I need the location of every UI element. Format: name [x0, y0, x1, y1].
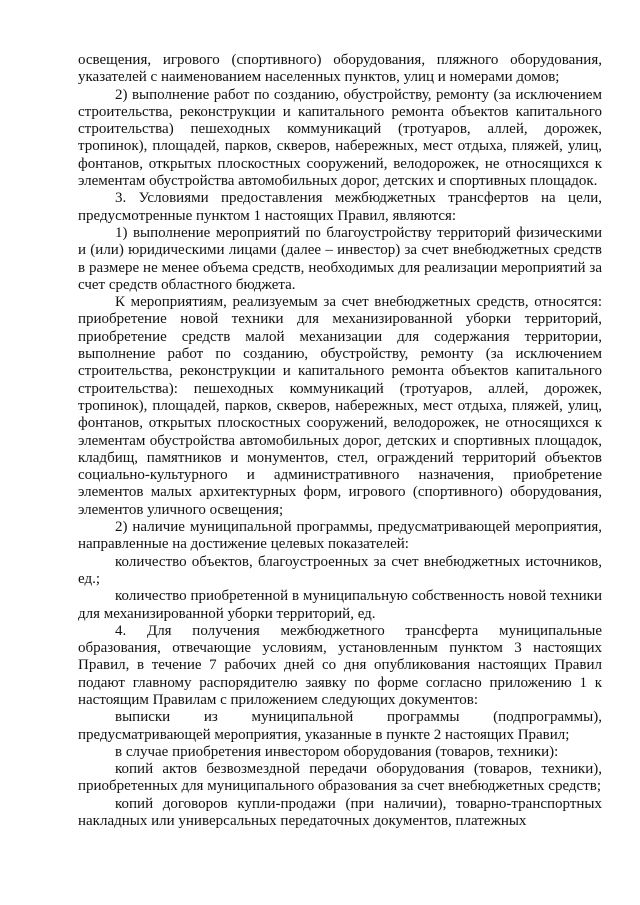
- paragraph-section-4-application: 4. Для получения межбюджетного трансферта муниципальные образования, отвечающие условиям, установленным пунктом 3 настоящих Правил, в течение 7 рабочих дней со дня опубликования настоящих Правил подают главному распорядителю заявку по форме согласно приложению 1 к настоящим Правилам с приложением следующих документов:: [78, 622, 602, 708]
- paragraph-condition-1-investor: 1) выполнение мероприятий по благоустройству территорий физическими и (или) юридическими лицами (далее – инвестор) за счет внебюджетных средств в размере не менее объема средств, необходимых для реализации мероприятий за счет средств областного бюджета.: [78, 224, 602, 293]
- paragraph-condition-2-program: 2) наличие муниципальной программы, предусматривающей мероприятия, направленные на достижение целевых показателей:: [78, 519, 602, 553]
- paragraph-document-sale-contracts: копий договоров купли-продажи (при наличии), товарно-транспортных накладных или универсальных передаточных документов, платежных: [78, 795, 602, 830]
- paragraph-document-program-extract: выписки из муниципальной программы (подпрограммы), предусматривающей мероприятия, указанные в пункте 2 настоящих Правил;: [78, 709, 602, 743]
- paragraph-indicator-equipment: количество приобретенной в муниципальную собственность новой техники для механизированной уборки территорий, ед.: [78, 588, 602, 622]
- paragraph-section-3-conditions: 3. Условиями предоставления межбюджетных трансфертов на цели, предусмотренные пунктом 1 настоящих Правил, являются:: [78, 190, 602, 224]
- paragraph-indicator-objects: количество объектов, благоустроенных за счет внебюджетных источников, ед.;: [78, 553, 602, 587]
- paragraph-item-2-works: 2) выполнение работ по созданию, обустройству, ремонту (за исключением строительства, реконструкции и капитального ремонта объектов капитального строительства) пешеходных коммуникаций (тротуаров, аллей, дорожек, тропинок), площадей, парков, скверов, набережных, мест отдыха, пляжей, улиц, фонтанов, открытых плоскостных сооружений, велодорожек, не относящихся к элементам обустройства автомобильных дорог, детских и спортивных площадок.: [78, 86, 602, 190]
- paragraph-document-investor-case: в случае приобретения инвестором оборудования (товаров, техники):: [115, 743, 559, 760]
- paragraph-lighting-equipment: освещения, игрового (спортивного) оборудования, пляжного оборудования, указателей с наименованием населенных пунктов, улиц и номерами домов;: [78, 52, 602, 86]
- paragraph-document-transfer-acts: копий актов безвозмездной передачи оборудования (товаров, техники), приобретенных для муниципального образования за счет внебюджетных средств;: [78, 761, 602, 795]
- paragraph-extrabudgetary-measures: К мероприятиям, реализуемым за счет внебюджетных средств, относятся: приобретение новой техники для механизированной уборки территорий, приобретение средств малой механизации для содержания территории, выполнение работ по созданию, обустройству, ремонту (за исключением строительства, реконструкции и капитального ремонта объектов капитального строительства): пешеходных коммуникаций (тротуаров, аллей, дорожек, тропинок), площадей, парков, скверов, набережных, мест отдыха, пляжей, улиц, фонтанов, открытых плоскостных сооружений, велодорожек, не относящихся к элементам обустройства автомобильных дорог, детских и спортивных площадок, кладбищ, памятников и монументов, стел, ограждений территорий объектов социально-культурного и административного назначения, приобретение элементов малых архитектурных форм, игрового (спортивного) оборудования, элементов уличного освещения;: [78, 294, 602, 518]
